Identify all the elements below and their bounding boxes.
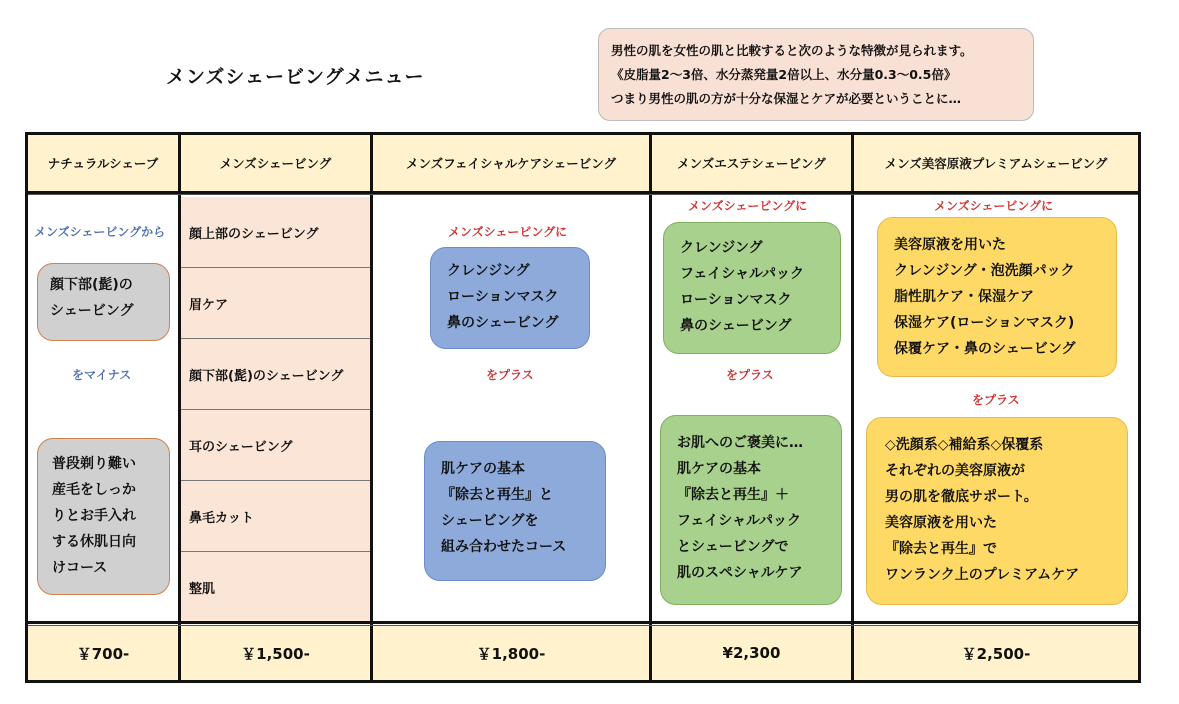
premium-top-label: メンズシェービングに: [934, 199, 1054, 213]
header-esthe-shaving: メンズエステシェービング: [652, 135, 851, 191]
column-divider: [649, 135, 652, 680]
header-premium-shaving: メンズ美容原液プレミアムシェービング: [854, 135, 1138, 191]
facial-box-services: [430, 247, 590, 349]
box-line: 『除去と再生』で: [885, 541, 997, 557]
premium-box-services: [877, 217, 1117, 377]
header-mens-shaving: メンズシェービング: [181, 135, 370, 191]
box-line: 保湿ケア(ローションマスク): [894, 315, 1075, 331]
skin-note-box: [598, 28, 1034, 121]
list-item: 顔上部のシェービング: [181, 197, 370, 268]
facial-top-label: メンズシェービングに: [448, 225, 568, 239]
esthe-box-services: [663, 222, 841, 354]
box-line: ◇洗顔系◇補給系◇保覆系: [885, 437, 1044, 453]
box-line: する休肌日向: [52, 534, 136, 550]
premium-box-course: [866, 417, 1128, 605]
natural-box-beard: [37, 263, 170, 341]
facial-plus-label: をプラス: [486, 368, 534, 382]
note-line: 男性の肌を女性の肌と比較すると次のような特徴が見られます。: [611, 43, 973, 58]
box-line: 美容原液を用いた: [885, 515, 997, 531]
row-divider: [28, 621, 1138, 624]
box-line: 肌ケアの基本: [441, 461, 525, 477]
box-line: 肌のスペシャルケア: [677, 565, 803, 581]
price-premium: ￥2,500-: [854, 626, 1138, 680]
note-line: 《皮脂量2〜3倍、水分蒸発量2倍以上、水分量0.3〜0.5倍》: [611, 67, 957, 82]
price-esthe: ¥2,300: [652, 626, 851, 680]
esthe-box-course: [660, 415, 842, 605]
esthe-plus-label: をプラス: [726, 368, 774, 382]
box-line: 美容原液を用いた: [894, 237, 1006, 253]
list-item: 鼻毛カット: [181, 481, 370, 552]
box-line: フェイシャルパック: [677, 513, 802, 529]
header-natural-shave: ナチュラルシェーブ: [28, 135, 178, 191]
box-line: 普段剃り難い: [52, 456, 136, 472]
from-mens-label: メンズシェービングから: [34, 225, 166, 239]
box-line: 男の肌を徹底サポート。: [885, 489, 1038, 505]
box-line: 顔下部(髭)の: [50, 277, 133, 293]
box-line: フェイシャルパック: [680, 266, 805, 282]
list-item: 整肌: [189, 582, 216, 597]
box-line: シェービングを: [441, 513, 539, 529]
column-divider: [370, 135, 373, 680]
box-line: クレンジング: [447, 263, 530, 279]
box-line: お肌へのご褒美に…: [677, 435, 803, 451]
box-line: 『除去と再生』＋: [677, 487, 789, 503]
page-title: メンズシェービングメニュー: [166, 66, 425, 88]
price-mens: ￥1,500-: [181, 626, 370, 680]
list-item: 耳のシェービング: [181, 410, 370, 481]
box-line: 肌ケアの基本: [677, 461, 761, 477]
column-divider: [851, 135, 854, 680]
box-line: ワンランク上のプレミアムケア: [885, 567, 1080, 583]
price-facial: ￥1,800-: [373, 626, 649, 680]
list-item: 顔下部(髭)のシェービング: [181, 339, 370, 410]
box-line: けコース: [52, 560, 108, 576]
box-line: ローションマスク: [680, 292, 792, 308]
box-line: 鼻のシェービング: [680, 318, 792, 334]
column-divider: [178, 135, 181, 680]
box-line: 『除去と再生』と: [441, 487, 553, 503]
esthe-top-label: メンズシェービングに: [688, 199, 808, 213]
minus-label: をマイナス: [72, 368, 132, 382]
box-line: 脂性肌ケア・保湿ケア: [894, 289, 1034, 305]
box-line: クレンジング・泡洗顔パック: [894, 263, 1075, 279]
box-line: それぞれの美容原液が: [885, 463, 1025, 479]
box-line: 保覆ケア・鼻のシェービング: [894, 341, 1076, 357]
row-divider: [28, 625, 1138, 626]
list-item: 眉ケア: [181, 268, 370, 339]
header-facial-care-shaving: メンズフェイシャルケアシェービング: [373, 135, 649, 191]
facial-box-course: [424, 441, 606, 581]
natural-box-course: [37, 438, 170, 595]
box-line: とシェービングで: [677, 539, 789, 555]
box-line: 鼻のシェービング: [447, 315, 559, 331]
box-line: クレンジング: [680, 240, 763, 256]
mens-shaving-items: [181, 197, 370, 623]
row-divider: [28, 194, 1138, 195]
box-line: ローションマスク: [447, 289, 559, 305]
premium-plus-label: をプラス: [972, 393, 1020, 407]
menu-table: [25, 132, 1141, 683]
box-line: シェービング: [50, 303, 134, 319]
box-line: りとお手入れ: [52, 508, 136, 524]
box-line: 産毛をしっか: [52, 482, 136, 498]
box-line: 組み合わせたコース: [441, 539, 567, 555]
price-natural: ￥700-: [28, 626, 178, 680]
note-line: つまり男性の肌の方が十分な保湿とケアが必要ということに…: [611, 91, 962, 106]
